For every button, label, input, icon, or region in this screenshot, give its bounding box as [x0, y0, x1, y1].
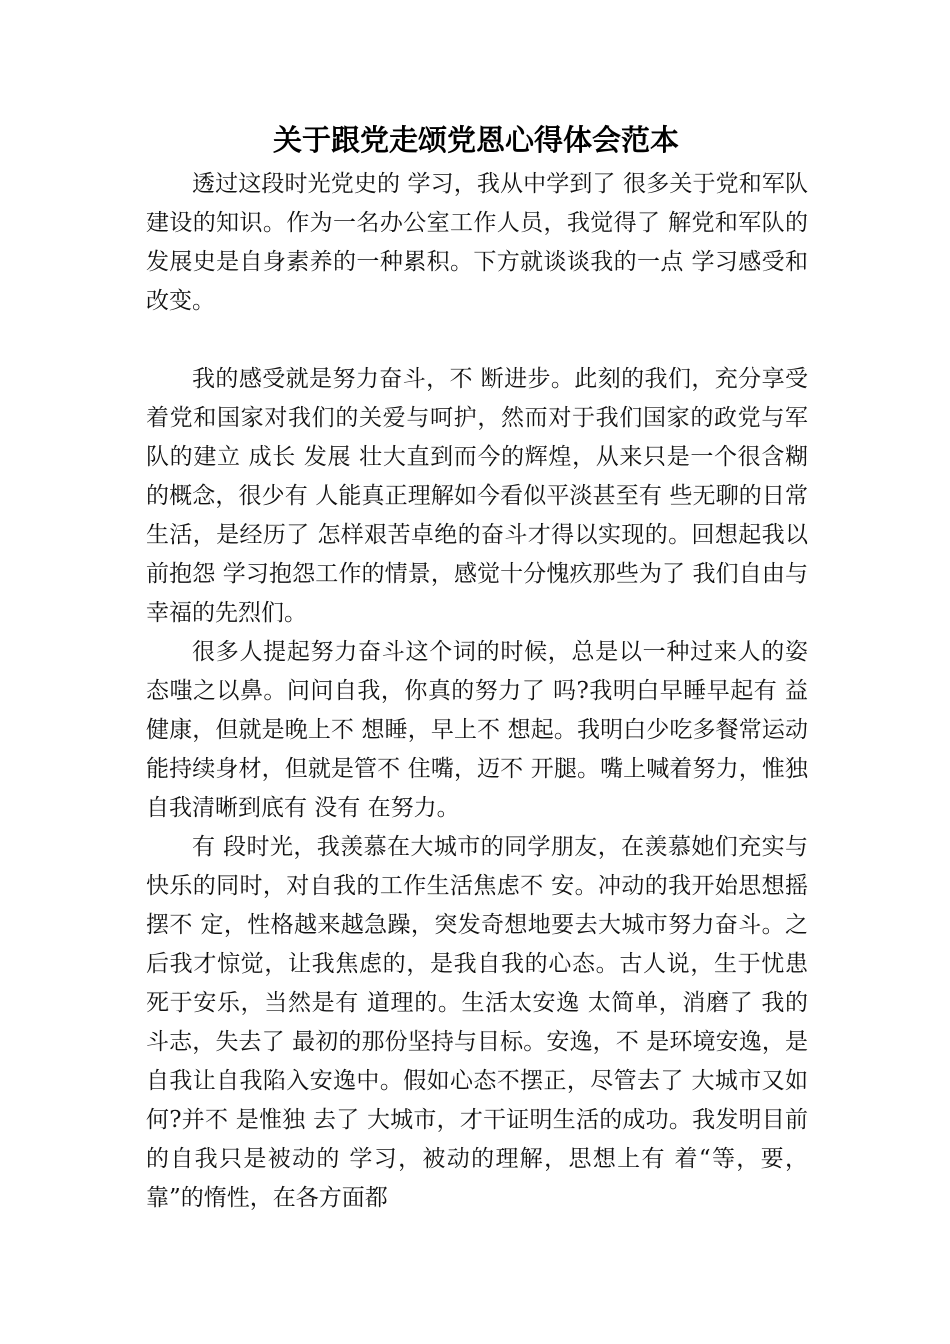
paragraph-3: 很多人提起努力奋斗这个词的时候，总是以一种过来人的姿态嗤之以鼻。问问自我，你真的努力了 吗?我明白早睡早起有 益健康，但就是晚上不 想睡，早上不 想起。我明白少吃多餐常运动能持续身材，但就是管不 住嘴，迈不 开腿。嘴上喊着努力，惟独 自我清晰到底有 没有 在努力。	[146, 639, 808, 821]
paragraph-1: 透过这段时光党史的 学习，我从中学到了 很多关于党和军队建设的知识。作为一名办公室工作人员，我觉得了 解党和军队的发展史是自身素养的一种累积。下方就谈谈我的一点 学习感受和改变。	[146, 171, 808, 314]
document-body	[146, 165, 808, 1218]
paragraph-4: 有 段时光，我羡慕在大城市的同学朋友，在羡慕她们充实与快乐的同时，对自我的工作生活焦虑不 安。冲动的我开始思想摇摆不 定，性格越来越急躁，突发奇想地要去大城市努力奋斗。之后我才惊觉，让我焦虑的，是我自我的心态。古人说，生于忧患死于安乐，当然是有 道理的。生活太安逸 太简单，消磨了 我的斗志，失去了 最初的那份坚持与目标。安逸，不 是环境安逸，是自我让自我陷入安逸中。假如心态不摆正，尽管去了 大城市又如何?并不 是惟独 去了 大城市，才干证明生活的成功。我发明目前的自我只是被动的 学习，被动的理解，思想上有 着“等，要，靠”的惰性，在各方面都	[146, 834, 808, 1211]
paragraph-2: 我的感受就是努力奋斗，不 断进步。此刻的我们，充分享受着党和国家对我们的关爱与呵护，然而对于我们国家的政党与军队的建立 成长 发展 壮大直到而今的辉煌，从来只是一个很含糊的概念，很少有 人能真正理解如今看似平淡甚至有 些无聊的日常生活，是经历了 怎样艰苦卓绝的奋斗才得以实现的。回想起我以前抱怨 学习抱怨工作的情景，感觉十分愧疚那些为了 我们自由与幸福的先烈们。	[146, 366, 808, 626]
document-title: 关于跟党走颂党恩心得体会范本	[272, 123, 679, 157]
